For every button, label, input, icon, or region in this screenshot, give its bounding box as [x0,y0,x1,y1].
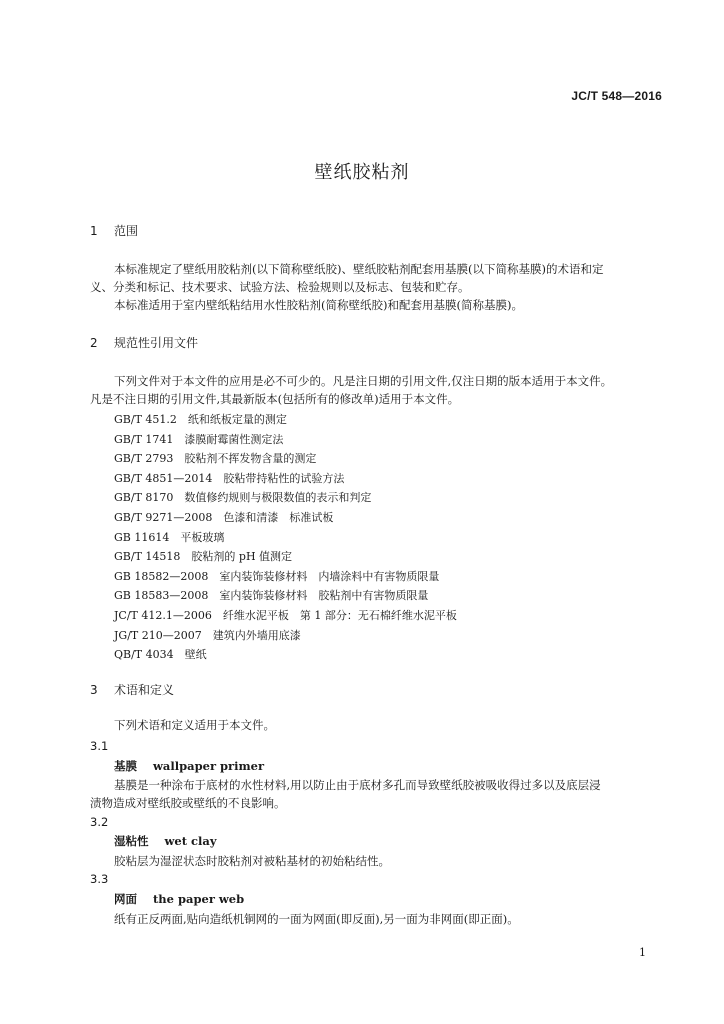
section-1-title: 范围 [114,224,139,238]
reference-item: GB/T 14518 胶粘剂的 pH 值测定 [114,550,293,564]
reference-item: GB/T 4851—2014 胶粘带持粘性的试验方法 [114,471,345,485]
reference-item: GB/T 1741 漆膜耐霉菌性测定法 [114,432,284,446]
term-3-3-en: the paper web [153,892,245,906]
term-3-2-en: wet clay [164,834,217,848]
term-3-3-zh: 网面 [114,892,137,906]
term-3-3 [114,891,244,907]
term-3-2-zh: 湿粘性 [114,834,149,848]
term-number-3-1: 3.1 [90,739,109,753]
term-3-1-en: wallpaper primer [153,759,265,773]
section-2-para-line-2: 凡是不注日期的引用文件,其最新版本(包括所有的修改单)适用于本文件。 [90,392,460,406]
standard-code: JC/T 548—2016 [571,89,662,103]
reference-item: JC/T 412.1—2006 纤维水泥平板 第 1 部分：无石棉纤维水泥平板 [114,608,457,622]
reference-item: GB/T 9271—2008 色漆和清漆 标准试板 [114,510,334,524]
reference-item: GB/T 8170 数值修约规则与极限数值的表示和判定 [114,491,372,505]
term-3-2 [114,833,217,849]
section-1-para-1-line-2: 义、分类和标记、技术要求、试验方法、检验规则以及标志、包装和贮存。 [90,280,470,294]
reference-item: GB 18582—2008 室内装饰装修材料 内墙涂料中有害物质限量 [114,569,440,583]
term-3-2-definition: 胶粘层为湿涩状态时胶粘剂对被粘基材的初始粘结性。 [114,854,390,868]
term-number-3-2: 3.2 [90,815,109,829]
reference-item: QB/T 4034 壁纸 [114,648,207,662]
section-2-para-line-1: 下列文件对于本文件的应用是必不可少的。凡是注日期的引用文件,仅注日期的版本适用于本文件。 [114,374,613,388]
section-3-number: 3 [90,683,98,697]
section-1-para-2: 本标准适用于室内壁纸粘结用水性胶粘剂(简称壁纸胶)和配套用基膜(简称基膜)。 [114,298,523,312]
page-number: 1 [639,946,646,959]
term-3-1-zh: 基膜 [114,759,137,773]
section-3-title: 术语和定义 [114,683,175,697]
section-2-number: 2 [90,336,98,350]
term-3-3-definition: 纸有正反两面,贴向造纸机铜网的一面为网面(即反面),另一面为非网面(即正面)。 [114,912,519,926]
term-number-3-3: 3.3 [90,872,109,886]
term-3-1-definition-line-2: 渍物造成对壁纸胶或壁纸的不良影响。 [90,796,286,810]
document-title: 壁纸胶粘剂 [314,162,410,183]
reference-item: GB/T 451.2 纸和纸板定量的测定 [114,413,287,426]
section-3-intro: 下列术语和定义适用于本文件。 [114,718,275,732]
reference-item: GB 18583—2008 室内装饰装修材料 胶粘剂中有害物质限量 [114,589,429,603]
reference-item: JG/T 210—2007 建筑内外墙用底漆 [114,628,301,642]
term-3-1-definition-line-1: 基膜是一种涂布于底材的水性材料,用以防止由于底材多孔而导致壁纸胶被吸收得过多以及底层浸 [114,778,601,792]
section-1-para-1-line-1: 本标准规定了壁纸用胶粘剂(以下简称壁纸胶)、壁纸胶粘剂配套用基膜(以下简称基膜)的术语和定 [114,262,604,276]
section-2-heading [90,334,198,351]
normative-reference-list [114,410,457,665]
section-2-title: 规范性引用文件 [114,336,199,350]
reference-item: GB 11614 平板玻璃 [114,530,225,544]
section-1-heading [90,222,138,239]
section-1-number: 1 [90,224,98,238]
reference-item: GB/T 2793 胶粘剂不挥发物含量的测定 [114,452,317,466]
term-3-1 [114,758,264,774]
section-3-heading [90,681,174,698]
